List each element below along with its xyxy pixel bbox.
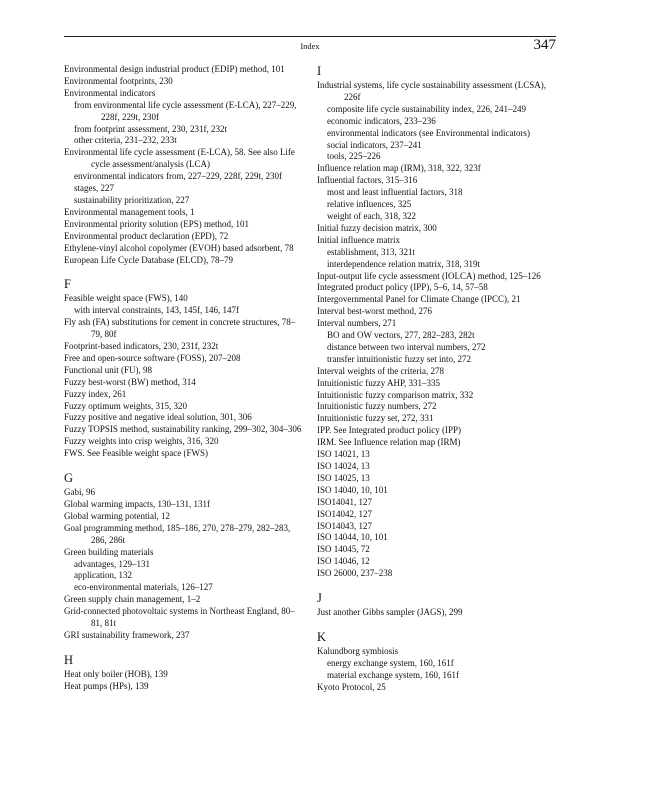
index-subentry: economic indicators, 233–236 bbox=[327, 115, 436, 126]
index-entry: Intuitionistic fuzzy numbers, 272 bbox=[317, 401, 437, 412]
index-entry: Fuzzy positive and negative ideal solution, 301, 306 bbox=[64, 412, 252, 423]
index-section bbox=[64, 471, 304, 642]
index-section bbox=[64, 653, 304, 693]
index-entry: Kalundborg symbiosis bbox=[317, 645, 399, 656]
index-subentry: from footprint assessment, 230, 231f, 232t bbox=[74, 123, 227, 134]
index-entry: Fuzzy best-worst (BW) method, 314 bbox=[64, 376, 196, 387]
index-subentry: stages, 227 bbox=[74, 183, 114, 194]
index-entry: Environmental design industrial product (EDIP) method, 101 bbox=[64, 64, 285, 74]
section-title: Index bbox=[300, 41, 320, 51]
index-entry: Kyoto Protocol, 25 bbox=[317, 681, 386, 692]
index-entry: ISO 14044, 10, 101 bbox=[317, 532, 388, 543]
index-subentry: environmental indicators (see Environmental indicators) bbox=[327, 127, 530, 138]
index-entry: Initial influence matrix bbox=[317, 234, 400, 245]
index-entry: ISO14042, 127 bbox=[317, 508, 373, 519]
index-entry: Green supply chain management, 1–2 bbox=[64, 594, 201, 605]
index-entry: Fuzzy optimum weights, 315, 320 bbox=[64, 400, 187, 411]
index-entry: Environmental footprints, 230 bbox=[64, 75, 173, 86]
index-subentry: transfer intuitionistic fuzzy set into, 272 bbox=[327, 353, 471, 364]
section-letter: G bbox=[64, 471, 74, 486]
index-column-right bbox=[317, 64, 557, 694]
section-letter: K bbox=[317, 629, 327, 644]
index-entry: Interval numbers, 271 bbox=[317, 318, 397, 329]
index-entry: Global warming potential, 12 bbox=[64, 510, 170, 521]
index-entry: Grid-connected photovoltaic systems in Northeast England, 80–81, 81t bbox=[64, 606, 295, 629]
index-entry: Feasible weight space (FWS), 140 bbox=[64, 293, 188, 304]
index-entry: Fuzzy TOPSIS method, sustainability ranking, 299–302, 304–306 bbox=[64, 424, 302, 435]
index-entry: Ethylene-vinyl alcohol copolymer (EVOH) based adsorbent, 78 bbox=[64, 242, 294, 253]
index-entry: Initial fuzzy decision matrix, 300 bbox=[317, 222, 437, 233]
index-subentry: weight of each, 318, 322 bbox=[327, 210, 416, 221]
index-entry: ISO 14040, 10, 101 bbox=[317, 484, 388, 495]
index-entry: Influential factors, 315–316 bbox=[317, 175, 418, 186]
index-entry: Heat only boiler (HOB), 139 bbox=[64, 668, 168, 679]
index-entry: ISO 14045, 72 bbox=[317, 544, 370, 555]
section-letter: J bbox=[317, 591, 322, 606]
index-entry: Gabi, 96 bbox=[64, 487, 95, 498]
index-entry: Fuzzy weights into crisp weights, 316, 320 bbox=[64, 436, 219, 447]
index-entry: Environmental indicators bbox=[64, 87, 156, 98]
index-entry: Just another Gibbs sampler (JAGS), 299 bbox=[317, 607, 463, 618]
index-entry: ISO 26000, 237–238 bbox=[317, 568, 393, 579]
index-subentry: eco-environmental materials, 126–127 bbox=[74, 582, 213, 593]
index-entry: Environmental priority solution (EPS) method, 101 bbox=[64, 218, 249, 229]
index-subentry: social indicators, 237–241 bbox=[327, 139, 422, 150]
index-entry: IPP. See Integrated product policy (IPP) bbox=[317, 425, 461, 436]
index-entry: Intuitionistic fuzzy AHP, 331–335 bbox=[317, 377, 440, 388]
index-section bbox=[64, 64, 304, 266]
index-section bbox=[317, 630, 557, 694]
index-entry: Fly ash (FA) substitutions for cement in concrete structures, 78–79, 80f bbox=[64, 317, 296, 340]
index-entry: ISO14041, 127 bbox=[317, 496, 373, 507]
index-subentry: with interval constraints, 143, 145f, 146, 147f bbox=[74, 305, 239, 316]
index-entry: Fuzzy index, 261 bbox=[64, 388, 127, 399]
page-number: 347 bbox=[533, 37, 556, 53]
index-subentry: advantages, 129–131 bbox=[74, 558, 150, 569]
index-subentry: material exchange system, 160, 161f bbox=[327, 669, 459, 680]
index-entry: Intergovernmental Panel for Climate Change (IPCC), 21 bbox=[317, 294, 521, 305]
index-subentry: energy exchange system, 160, 161f bbox=[327, 657, 454, 668]
index-entry: Industrial systems, life cycle sustainability assessment (LCSA), 226f bbox=[317, 80, 546, 102]
index-section bbox=[317, 591, 557, 619]
index-entry: Free and open-source software (FOSS), 207–208 bbox=[64, 352, 241, 363]
index-entry: Input-output life cycle assessment (IOLCA) method, 125–126 bbox=[317, 270, 541, 281]
index-subentry: relative influences, 325 bbox=[327, 199, 412, 210]
index-entry: Functional unit (FU), 98 bbox=[64, 364, 152, 375]
index-entry: Intuitionistic fuzzy set, 272, 331 bbox=[317, 413, 434, 424]
index-entry: Intuitionistic fuzzy comparison matrix, 332 bbox=[317, 389, 474, 400]
index-subentry: composite life cycle sustainability index, 226, 241–249 bbox=[327, 103, 526, 114]
index-entry: IRM. See Influence relation map (IRM) bbox=[317, 437, 461, 448]
section-letter: F bbox=[64, 277, 71, 292]
index-entry: Environmental product declaration (EPD), 72 bbox=[64, 230, 229, 241]
index-entry: ISO 14024, 13 bbox=[317, 461, 370, 471]
index-subentry: tools, 225–226 bbox=[327, 151, 381, 162]
index-entry: Heat pumps (HPs), 139 bbox=[64, 680, 149, 691]
index-subentry: environmental indicators from, 227–229, 228f, 229t, 230f bbox=[74, 171, 282, 182]
index-entry: ISO 14025, 13 bbox=[317, 472, 370, 483]
index-entry: Influence relation map (IRM), 318, 322, 323f bbox=[317, 163, 481, 174]
section-letter: H bbox=[64, 652, 74, 667]
index-entry: ISO 14021, 13 bbox=[317, 449, 370, 460]
index-subentry: interdependence relation matrix, 318, 319t bbox=[327, 258, 480, 269]
index-entry: Interval best-worst method, 276 bbox=[317, 306, 432, 317]
index-entry: GRI sustainability framework, 237 bbox=[64, 629, 190, 640]
index-entry: Footprint-based indicators, 230, 231f, 232t bbox=[64, 341, 219, 352]
header-rule bbox=[64, 36, 556, 37]
index-subentry: from environmental life cycle assessment (E-LCA), 227–229, 228f, 229t, 230f bbox=[74, 99, 297, 122]
index-entry: Environmental management tools, 1 bbox=[64, 206, 195, 217]
index-subentry: sustainability prioritization, 227 bbox=[74, 194, 190, 205]
index-section bbox=[317, 64, 557, 580]
index-entry: Interval weights of the criteria, 278 bbox=[317, 365, 444, 376]
index-entry: Goal programming method, 185–186, 270, 278–279, 282–283, 286, 286t bbox=[64, 522, 291, 545]
index-subentry: distance between two interval numbers, 272 bbox=[327, 341, 486, 352]
index-entry: European Life Cycle Database (ELCD), 78–79 bbox=[64, 254, 233, 265]
index-entry: FWS. See Feasible weight space (FWS) bbox=[64, 448, 208, 459]
index-entry: ISO 14046, 12 bbox=[317, 556, 370, 567]
index-subentry: application, 132 bbox=[74, 570, 132, 581]
running-head bbox=[64, 38, 556, 58]
index-section bbox=[64, 277, 304, 460]
index-subentry: other criteria, 231–232, 233t bbox=[74, 135, 177, 146]
index-subentry: BO and OW vectors, 277, 282–283, 282t bbox=[327, 330, 475, 341]
index-entry: Integrated product policy (IPP), 5–6, 14, 57–58 bbox=[317, 282, 488, 293]
index-entry: Green building materials bbox=[64, 546, 154, 557]
index-subentry: most and least influential factors, 318 bbox=[327, 187, 463, 198]
section-letter: I bbox=[317, 64, 322, 78]
index-subentry: establishment, 313, 321t bbox=[327, 246, 415, 257]
index-entry: Environmental life cycle assessment (E-LCA), 58. See also Life cycle assessment/analysis (LCA) bbox=[64, 147, 295, 170]
index-column-left bbox=[64, 64, 304, 693]
index-entry: Global warming impacts, 130–131, 131f bbox=[64, 499, 210, 509]
index-entry: ISO14043, 127 bbox=[317, 520, 373, 531]
